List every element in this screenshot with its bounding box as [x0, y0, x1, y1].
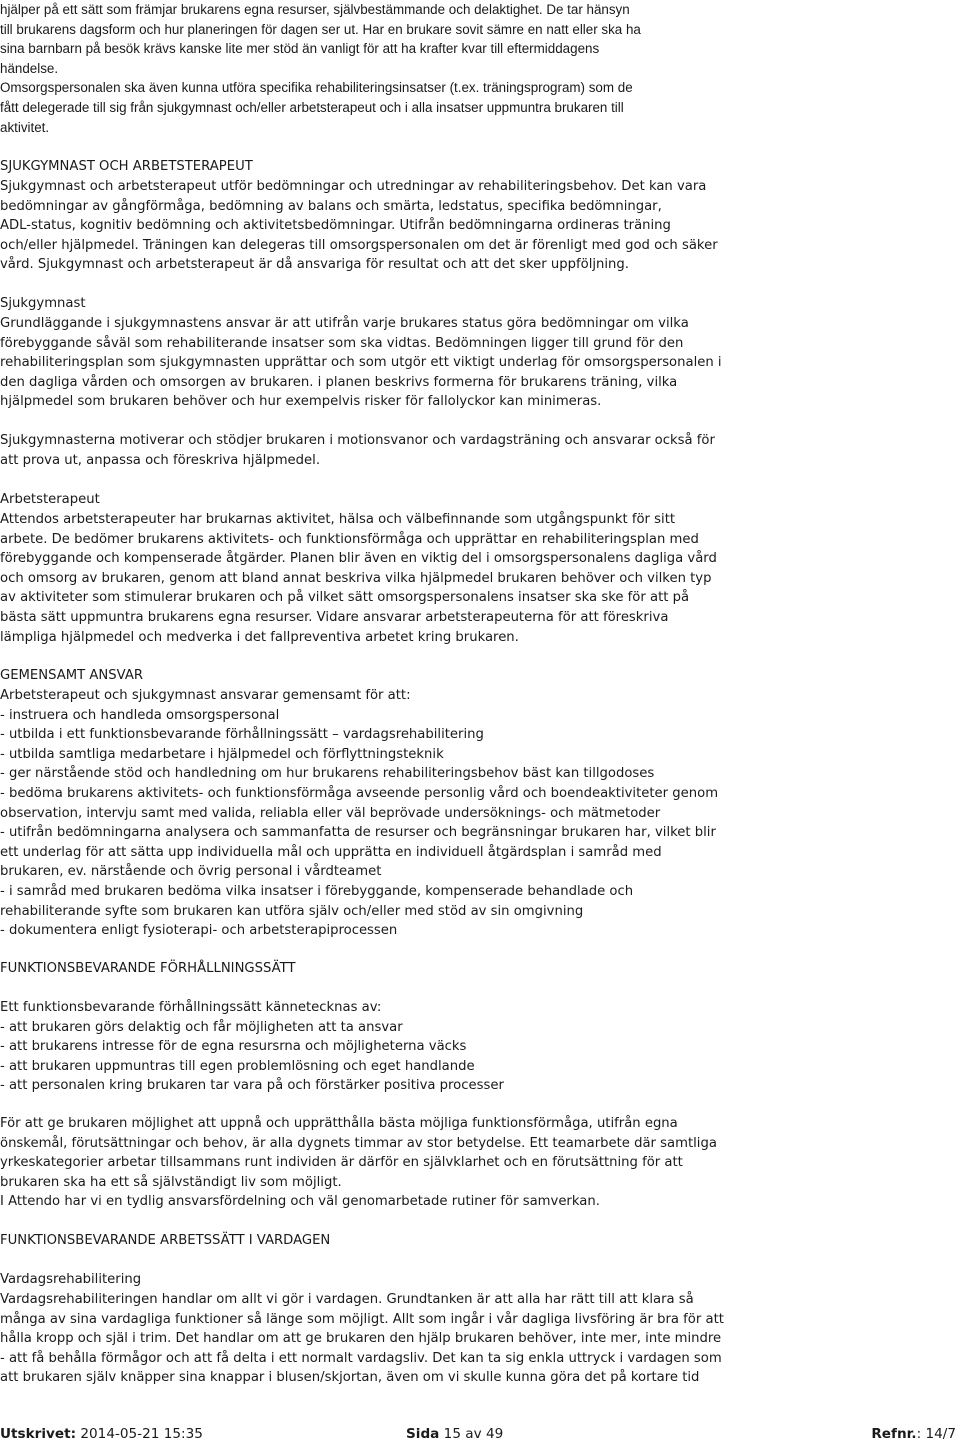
subheading-vardagsrehabilitering: Vardagsrehabilitering	[0, 1272, 142, 1287]
gemensamt-list: Arbetsterapeut och sjukgymnast ansvarar gemensamt för att: - instruera och handleda omsorgspersonal - utbilda i ett funktionsbevarande förhållningssätt – vardagsrehabilitering - utbilda samtliga medarbetare i hjälpmedel och förflyttningsteknik - ger närstående stöd och handledning om hur brukarens rehabiliteringsbehov bäst kan tillgodoses - bedöma brukarens aktivitets- och funktionsförmåga avseende personlig vård och boendeaktiviteter genom observation, intervju samt med valida, reliabla eller väl beprövade undersöknings- och mätmetoder - utifrån bedömningarna analysera och sammanfatta de resurser och begränsningar brukaren har, vilket blir ett underlag för att sätta upp individuella mål och upprätta en individuell åtgärdsplan i samråd med brukaren, ev. närstående och övrig personal i vårdteamet - i samråd med brukaren bedöma vilka insatser i förebyggande, kompenserade behandlade och rehabiliterande syfte som brukaren kan utföra själv och/eller med stöd av sin omgivning - dokumentera enligt fysioterapi- och arbetsterapiprocessen	[0, 688, 719, 939]
sjukgymnast-paragraph-2: Sjukgymnasterna motiverar och stödjer brukaren i motionsvanor och vardagsträning och ansvarar också för att prova ut, anpassa och föreskriva hjälpmedel.	[0, 433, 715, 468]
footer-page-label: Sida	[406, 1426, 440, 1442]
fbf-list: Ett funktionsbevarande förhållningssätt kännetecknas av: - att brukaren görs delaktig och får möjligheten att ta ansvar - att brukarens intresse för de egna resursrna och möjligheterna väcks - att brukaren uppmuntras till egen problemlösning och eget handlande - att personalen kring brukaren tar vara på och förstärker positiva processer	[0, 1000, 504, 1094]
footer-printed-label: Utskrivet:	[0, 1426, 77, 1442]
fbf-paragraph: För att ge brukaren möjlighet att uppnå och upprätthålla bästa möjliga funktionsförmåga, utifrån egna önskemål, förutsättningar och behov, är alla dygnets timmar av stor betydelse. Ett teamarbete där samtliga yrkeskategorier arbetar tillsammans runt individen är därför en självklarhet och en förutsättning för att brukaren ska ha ett så självständigt liv som möjligt. I Attendo har vi en tydlig ansvarsfördelning och väl genomarbetade rutiner för samverkan.	[0, 1116, 717, 1210]
arbetsterapeut-paragraph: Attendos arbetsterapeuter har brukarnas aktivitet, hälsa och välbefinnande som utgångspunkt för sitt arbete. De bedömer brukarens aktivitets- och funktionsförmåga och upprättar en rehabiliteringsplan med förebyggande och kompenserade åtgärder. Planen blir även en viktig del i omsorgspersonalens dagliga vård och omsorg av brukaren, genom att bland annat beskriva vilka hjälpmedel brukaren behöver och vilken typ av aktiviteter som stimulerar brukaren och på vilket sätt omsorgspersonalens insatser ska ske för att på bästa sätt uppmuntra brukarens egna resurser. Vidare ansvarar arbetsterapeuterna för att föreskriva lämpliga hjälpmedel och medverka i det fallpreventiva arbetet kring brukaren.	[0, 512, 717, 645]
footer-ref	[871, 1424, 956, 1444]
subheading-sjukgymnast: Sjukgymnast	[0, 296, 86, 311]
footer-printed	[0, 1424, 203, 1444]
subheading-arbetsterapeut: Arbetsterapeut	[0, 492, 100, 507]
sjukgymnast-paragraph: Grundläggande i sjukgymnastens ansvar är att utifrån varje brukares status göra bedömningar om vilka förebyggande såväl som rehabiliterande insatser som ska vidtas. Bedömningen ligger till grund för den rehabiliteringsplan som sjukgymnasten upprättar och som utgör ett viktigt underlag för omsorgspersonalen i den dagliga vården och omsorgen av brukaren. i planen beskrivs formerna för brukarens träning, vilka hjälpmedel som brukaren behöver och hur exempelvis risker för fallolyckor kan minimeras.	[0, 316, 722, 410]
section-heading-fba: FUNKTIONSBEVARANDE ARBETSSÄTT I VARDAGEN	[0, 1233, 331, 1248]
section-heading-gemensamt: GEMENSAMT ANSVAR	[0, 668, 144, 683]
section-heading-fbf: FUNKTIONSBEVARANDE FÖRHÅLLNINGSSÄTT	[0, 961, 296, 976]
footer-ref-value: : 14/7	[916, 1426, 956, 1442]
section-heading-sg-at: SJUKGYMNAST OCH ARBETSTERAPEUT	[0, 159, 253, 174]
footer-page-value: 15 av 49	[439, 1426, 504, 1442]
footer-ref-label: Refnr.	[871, 1426, 917, 1442]
vardagsrehabilitering-paragraph: Vardagsrehabiliteringen handlar om allt vi gör i vardagen. Grundtanken är att alla har rätt till att klara så många av sina vardagliga funktioner så länge som möjligt. Allt som ingår i vår dagliga livsföring är bra för att hålla kropp och själ i trim. Det handlar om att ge brukaren den hjälp brukaren behöver, inte mer, inte mindre - att få behålla förmågor och att få delta i ett normalt vardagsliv. Det kan ta sig enkla uttryck i vardagen som att brukaren själv knäpper sina knappar i blusen/skjortan, även om vi skulle kunna göra det på kortare tid	[0, 1292, 724, 1386]
footer-page	[406, 1424, 503, 1444]
sg-at-paragraph: Sjukgymnast och arbetsterapeut utför bedömningar och utredningar av rehabiliteringsbehov. Det kan vara bedömningar av gångförmåga, bedömning av balans och smärta, ledstatus, specifika bedömningar, ADL-status, kognitiv bedömning och aktivitetsbedömningar. Utifrån bedömningarna ordineras träning och/eller hjälpmedel. Träningen kan delegeras till omsorgspersonalen om det är förenligt med god och säker vård. Sjukgymnast och arbetsterapeut är då ansvariga för resultat och att det sker uppföljning.	[0, 179, 718, 273]
page-footer	[0, 1424, 956, 1444]
footer-printed-value: 2014-05-21 15:35	[76, 1426, 203, 1442]
intro-paragraph: hjälper på ett sätt som främjar brukarens egna resurser, självbestämmande och delaktighet. De tar hänsyn till brukarens dagsform och hur planeringen för dagen ser ut. Har en brukare sovit sämre en natt eller ska ha sina barnbarn på besök krävs kanske lite mer stöd än vanligt för att ha krafter kvar till eftermiddagens händelse. Omsorgspersonalen ska även kunna utföra specifika rehabiliteringsinsatser (t.ex. träningsprogram) som de fått delegerade till sig från sjukgymnast och/eller arbetsterapeut och i alla insatser uppmuntra brukaren till aktivitet.	[0, 2, 641, 135]
